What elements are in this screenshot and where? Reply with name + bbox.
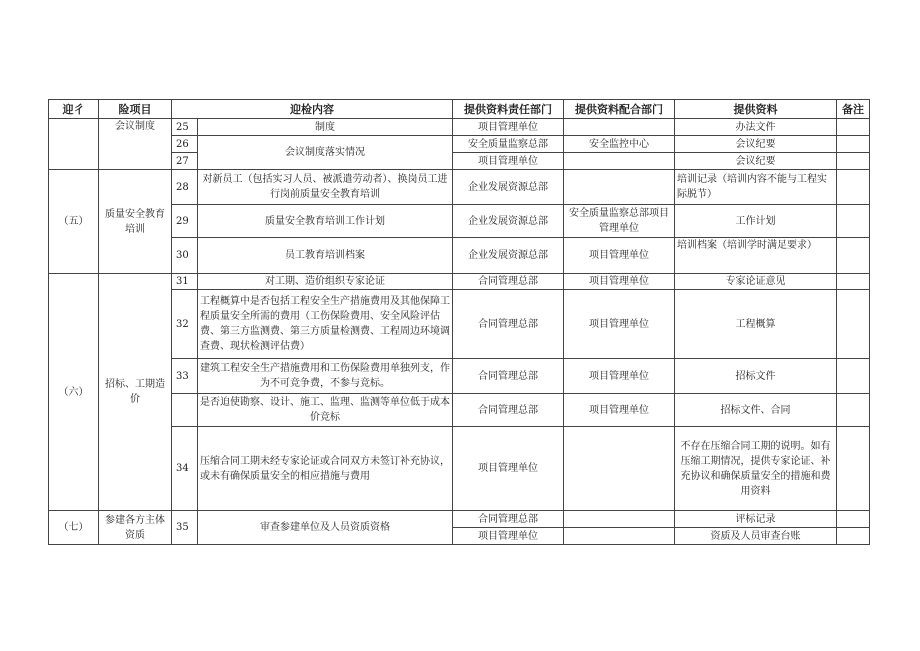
- row-resp-dept: 安全质量监察总部: [453, 136, 564, 153]
- row-resp-dept: 合同管理总部: [453, 290, 564, 359]
- row-remark: [837, 238, 870, 274]
- header-content: 迎检内容: [172, 100, 453, 119]
- row-coop-dept: 项目管理单位: [564, 359, 675, 394]
- section-category-cell: [49, 119, 99, 170]
- row-resp-dept: 合同管理总部: [453, 359, 564, 394]
- row-number: [172, 394, 198, 427]
- row-materials: 工作计划: [675, 205, 837, 238]
- row-materials: 招标文件: [675, 359, 837, 394]
- table-row: [49, 205, 870, 238]
- section-category: （六）: [49, 274, 99, 511]
- row-materials: 会议纪要: [675, 153, 837, 170]
- row-coop-dept: [564, 528, 675, 545]
- row-content: 审查参建单位及人员资质资格: [198, 511, 453, 545]
- row-remark: [837, 359, 870, 394]
- header-item: 险项目: [99, 100, 172, 119]
- row-content: 是否迫使勘察、设计、施工、监理、监测等单位低于成本价竞标: [198, 394, 453, 427]
- header-materials: 提供资料: [675, 100, 837, 119]
- row-number: 33: [172, 359, 198, 394]
- row-resp-dept: 企业发展资源总部: [453, 170, 564, 205]
- table-row: [49, 359, 870, 394]
- header-coop-dept: 提供资料配合部门: [564, 100, 675, 119]
- row-materials: 专家论证意见: [675, 274, 837, 290]
- row-coop-dept: [564, 427, 675, 511]
- row-remark: [837, 274, 870, 290]
- row-content: 制度: [198, 119, 453, 136]
- row-content: 对工期、造价组织专家论证: [198, 274, 453, 290]
- row-materials: 会议纪要: [675, 136, 837, 153]
- table-row: [49, 290, 870, 359]
- row-number: 31: [172, 274, 198, 290]
- row-resp-dept: 项目管理单位: [453, 528, 564, 545]
- row-materials: 工程概算: [675, 290, 837, 359]
- table-row: [49, 153, 870, 170]
- header-category: 迎彳: [49, 100, 99, 119]
- row-coop-dept: [564, 511, 675, 528]
- row-remark: [837, 153, 870, 170]
- row-coop-dept: 项目管理单位: [564, 394, 675, 427]
- row-coop-dept: 项目管理单位: [564, 238, 675, 274]
- row-resp-dept: 项目管理单位: [453, 153, 564, 170]
- row-number: 35: [172, 511, 198, 545]
- row-materials: 不存在压缩合同工期的说明。如有压缩工期情况，提供专家论证、补充协议和确保质量安全的措施和费用资料: [675, 427, 837, 511]
- row-materials: 评标记录: [675, 511, 837, 528]
- row-coop-dept: [564, 153, 675, 170]
- row-materials: 培训档案（培训学时满足要求）: [675, 238, 837, 274]
- header-row: [49, 100, 870, 119]
- row-content: 对新员工（包括实习人员、被派遣劳动者）、换岗员工进行岗前质量安全教育培训: [198, 170, 453, 205]
- section-item: 会议制度: [99, 119, 172, 170]
- section-category: （七）: [49, 511, 99, 545]
- row-remark: [837, 427, 870, 511]
- row-resp-dept: 项目管理单位: [453, 119, 564, 136]
- row-content: 压缩合同工期未经专家论证或合同双方未签订补充协议，或未有确保质量安全的相应措施与费用: [198, 427, 453, 511]
- row-resp-dept: 合同管理总部: [453, 394, 564, 427]
- row-number: 34: [172, 427, 198, 511]
- section-item: 参建各方主体资质: [99, 511, 172, 545]
- row-content: 质量安全教育培训工作计划: [198, 205, 453, 238]
- table-row: [49, 427, 870, 511]
- row-coop-dept: 项目管理单位: [564, 274, 675, 290]
- row-remark: [837, 528, 870, 545]
- table-row: [49, 136, 870, 153]
- row-resp-dept: 企业发展资源总部: [453, 205, 564, 238]
- row-materials: 资质及人员审查台账: [675, 528, 837, 545]
- row-remark: [837, 136, 870, 153]
- row-number: 32: [172, 290, 198, 359]
- table-row: [49, 238, 870, 274]
- row-resp-dept: 合同管理总部: [453, 511, 564, 528]
- row-content: 工程概算中是否包括工程安全生产措施费用及其他保障工程质量安全所需的费用（工伤保险费用、安全风险评估费、第三方监测费、第三方质量检测费、工程周边环境调查费、现状检测评估费）: [198, 290, 453, 359]
- inspection-table: [48, 99, 870, 545]
- row-content: 会议制度落实情况: [198, 136, 453, 170]
- row-coop-dept: 安全质量监察总部项目管理单位: [564, 205, 675, 238]
- row-coop-dept: 项目管理单位: [564, 290, 675, 359]
- row-remark: [837, 205, 870, 238]
- row-remark: [837, 119, 870, 136]
- row-materials: 招标文件、合同: [675, 394, 837, 427]
- row-coop-dept: 安全监控中心: [564, 136, 675, 153]
- table-row: [49, 394, 870, 427]
- row-resp-dept: 项目管理单位: [453, 427, 564, 511]
- row-number: 25: [172, 119, 198, 136]
- section-item: 质量安全教育培训: [99, 170, 172, 274]
- row-content: 员工教育培训档案: [198, 238, 453, 274]
- row-number: 27: [172, 153, 198, 170]
- row-materials: 培训记录（培训内容不能与工程实际脱节）: [675, 170, 837, 205]
- table-row: [49, 511, 870, 528]
- row-materials: 办法文件: [675, 119, 837, 136]
- section-item: 招标、工期造价: [99, 274, 172, 511]
- row-content: 建筑工程安全生产措施费用和工伤保险费用单独列支，作为不可竞争费，不参与竞标。: [198, 359, 453, 394]
- row-coop-dept: [564, 119, 675, 136]
- section-category: （五）: [49, 170, 99, 274]
- row-number: 29: [172, 205, 198, 238]
- row-remark: [837, 511, 870, 528]
- row-remark: [837, 170, 870, 205]
- row-number: 26: [172, 136, 198, 153]
- row-resp-dept: 企业发展资源总部: [453, 238, 564, 274]
- header-remark: 备注: [837, 100, 870, 119]
- row-resp-dept: 合同管理总部: [453, 274, 564, 290]
- row-coop-dept: [564, 170, 675, 205]
- header-resp-dept: 提供资料责任部门: [453, 100, 564, 119]
- table-row: [49, 170, 870, 205]
- table-row: [49, 119, 870, 136]
- row-remark: [837, 394, 870, 427]
- row-number: 30: [172, 238, 198, 274]
- table-row: [49, 274, 870, 290]
- row-remark: [837, 290, 870, 359]
- row-number: 28: [172, 170, 198, 205]
